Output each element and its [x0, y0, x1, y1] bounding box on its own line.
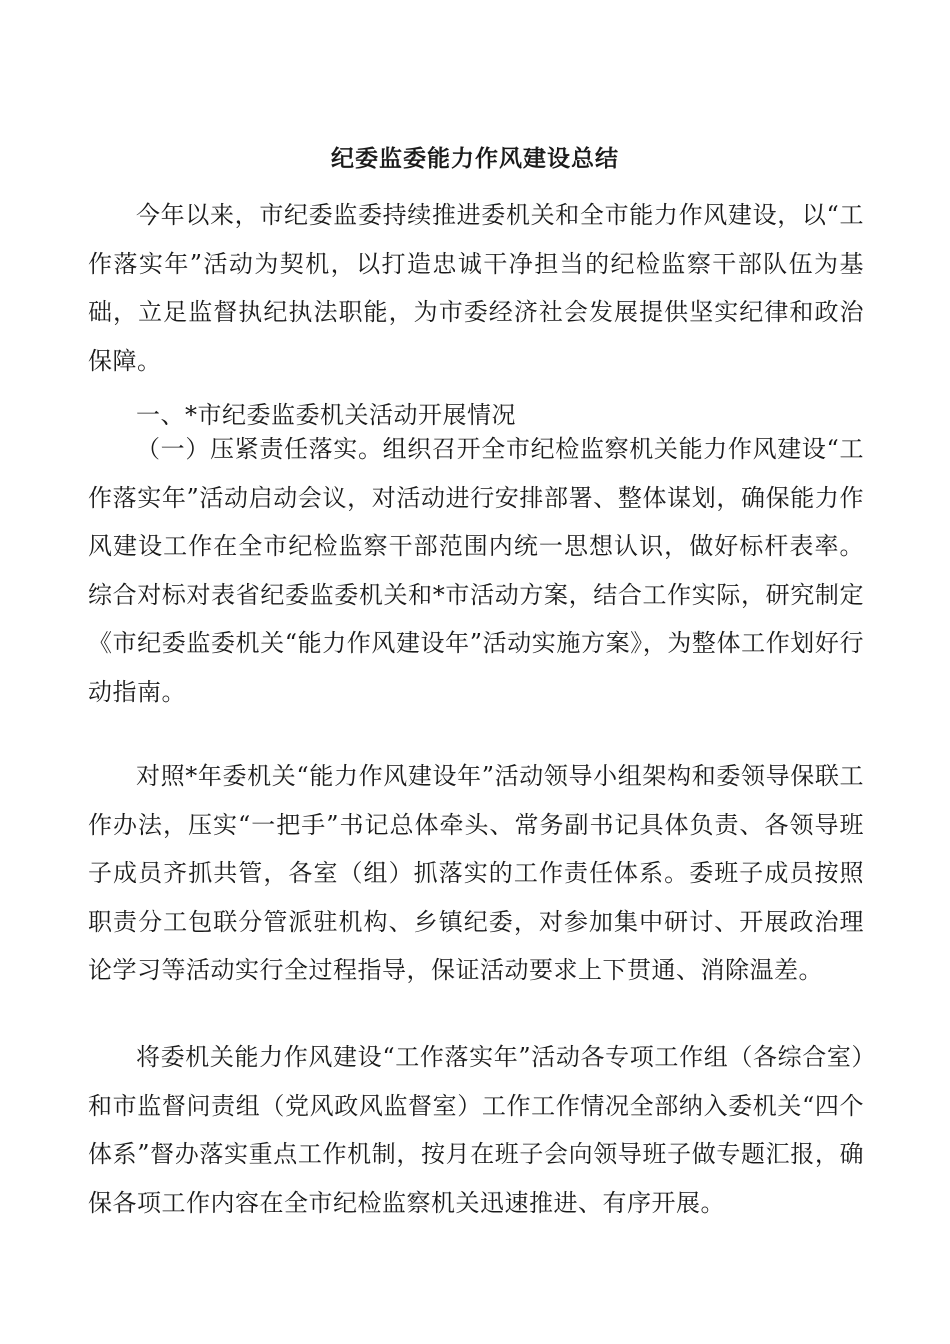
body-paragraph-leadership: 对照*年委机关“能力作风建设年”活动领导小组架构和委领导保联工作办法，压实“一把手”书记总体牵头、常务副书记具体负责、各领导班子成员齐抓共管，各室（组）抓落实的工作责任体系。委班子成员按照职责分工包联分管派驻机构、乡镇纪委，对参加集中研讨、开展政治理论学习等活动实行全过程指导，保证活动要求上下贯通、消除温差。 [88, 762, 864, 984]
body-paragraph-supervision: 将委机关能力作风建设“工作落实年”活动各专项工作组（各综合室）和市监督问责组（党风政风监督室）工作工作情况全部纳入委机关“四个体系”督办落实重点工作机制，按月在班子会向领导班子做专题汇报，确保各项工作内容在全市纪检监察机关迅速推进、有序开展。 [88, 1043, 864, 1217]
body-paragraph-responsibility: （一）压紧责任落实。组织召开全市纪检监察机关能力作风建设“工作落实年”活动启动会议，对活动进行安排部署、整体谋划，确保能力作风建设工作在全市纪检监察干部范围内统一思想认识，做好标杆表率。综合对标对表省纪委监委机关和*市活动方案，结合工作实际，研究制定《市纪委监委机关“能力作风建设年”活动实施方案》，为整体工作划好行动指南。 [88, 435, 864, 706]
section-heading: 一、*市纪委监委机关活动开展情况 [136, 401, 516, 429]
intro-paragraph: 今年以来，市纪委监委持续推进委机关和全市能力作风建设，以“工作落实年”活动为契机，以打造忠诚干净担当的纪检监察干部队伍为基础，立足监督执纪执法职能，为市委经济社会发展提供坚实纪律和政治保障。 [88, 201, 864, 375]
document-title: 纪委监委能力作风建设总结 [331, 146, 619, 172]
